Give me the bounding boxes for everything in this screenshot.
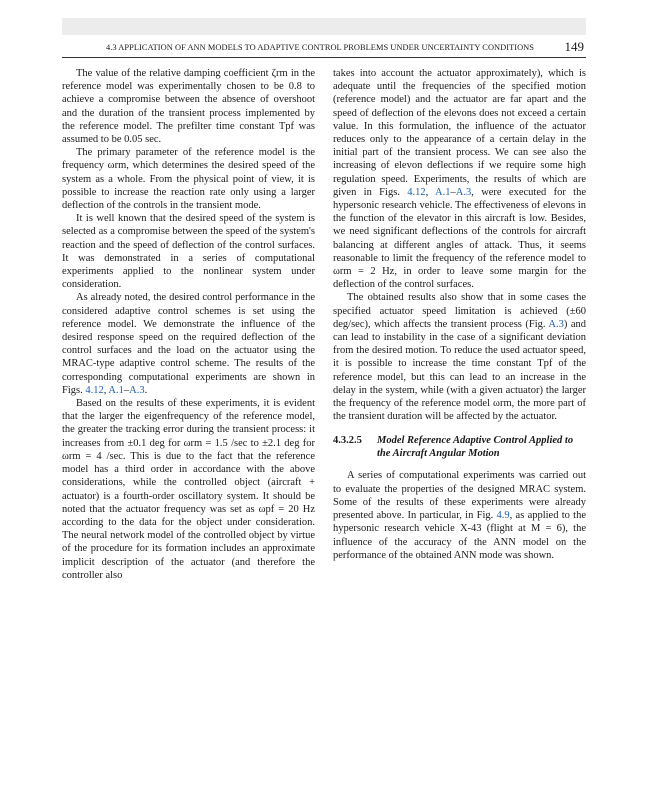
left-column	[62, 67, 315, 582]
paragraph: The value of the relative damping coefficient ζrm in the reference model was experimentally chosen to be 0.8 to achieve a compromise between the absence of overshoot and the duration of the transient process implemented by the reference model. The prefilter time constant Tpf was assumed to be 0.05 sec.	[62, 68, 315, 146]
figure-link[interactable]: A.3	[455, 186, 472, 198]
right-column	[333, 67, 586, 562]
figure-link[interactable]: A.1	[435, 186, 451, 198]
running-title: 4.3 APPLICATION OF ANN MODELS TO ADAPTIVE CONTROL PROBLEMS UNDER UNCERTAINTY CONDITIONS	[106, 43, 534, 52]
figure-link[interactable]: A.3	[129, 384, 145, 396]
paragraph: It is well known that the desired speed of the system is selected as a compromise between the speed of the system's reaction and the speed of deflection of the control surfaces. It was demonstrated in a series of computational experiments applied to the nonlinear system under consideration.	[62, 213, 315, 291]
figure-link[interactable]: 4.12	[85, 384, 104, 396]
paragraph: The obtained results also show that in some cases the specified actuator speed limitation is achieved (±60 deg/sec), which affects the transient process (Fig. A.3) and can lead to instability in the case of a significant deviation from the desired motion. To reduce the used actuator speed, it is possible to increase the time constant Tpf of the reference model, but this can lead to an increase in the delay in the system, while (with a given actuator) the larger the frequency of the reference model ωrm, the more part of the transient duration will be affected by the actuator.	[333, 292, 586, 423]
section-heading	[333, 434, 586, 460]
page-top-band	[62, 18, 586, 35]
page-number: 149	[564, 39, 584, 54]
running-header	[62, 39, 586, 58]
paragraph: Based on the results of these experiments, it is evident that the larger the eigenfrequency of the reference model, the greater the tracking error during the transient process: it increases from ±0.1 deg for ωrm = 1.5 /sec to ±2.1 deg for ωrm = 4 /sec. This is due to the fact that the reference model has a third order in accordance with the above considerations, while the controlled object (aircraft + actuator) is a fourth-order oscillatory system. It should be noted that the actuator frequency was set as ωpf = 20 Hz according to the data for the object under consideration. The neural network model of the controlled object by virtue of the procedure for its formation includes an approximate implicit description of the actuator (and therefore the controller also	[62, 398, 315, 581]
paragraph: A series of computational experiments was carried out to evaluate the properties of the designed MRAC system. Some of the results of these experiments were already presented above. In particular, in Fig. 4.9, as applied to the hypersonic research vehicle X-43 (flight at M = 6), the influence of the accuracy of the ANN model on the performance of the obtained ANN mode was shown.	[333, 470, 587, 561]
paragraph: takes into account the actuator approximately), which is adequate until the frequencies of the specified motion (reference model) and the actuator are far apart and the speed of deflection of the elevons does not exceed a certain value. In this formulation, the influence of the actuator reduces only to the appearance of a certain delay in the initial part of the transient process. We can see also the increasing of elevon deflections if we require some high regulation speed. Experiments, the results of which are given in Figs. 4.12, A.1–A.3, were executed for the hypersonic research vehicle. The effectiveness of elevons in the function of the elevator in this aircraft is low. Besides, we need significant deflections of the controls for aircraft balancing at different angles of attack. Thus, it seems reasonable to limit the frequency of the reference model to ωrm = 2 Hz, in order to leave some margin for the deflection of the control surfaces.	[333, 68, 587, 291]
figure-link[interactable]: A.1	[108, 384, 124, 396]
paragraph: The primary parameter of the reference model is the frequency ωrm, which determines the desired speed of the system as a whole. From the physical point of view, it is possible to increase the reaction rate only using a larger deflection of the controls in the transient mode.	[62, 147, 315, 212]
figure-link[interactable]: A.3	[548, 318, 564, 330]
figure-link[interactable]: 4.12	[407, 186, 426, 198]
paragraph: As already noted, the desired control performance in the considered adaptive control schemes is set using the reference model. We demonstrate the influence of the desired response speed on the required deflection of the control surfaces and the load on the actuator using the MRAC-type adaptive control scheme. The results of the corresponding computational experiments are shown in Figs. 4.12, A.1–A.3.	[62, 292, 315, 396]
section-number: 4.3.2.5	[333, 435, 362, 447]
section-title: Model Reference Adaptive Control Applied to the Aircraft Angular Motion	[377, 435, 574, 460]
figure-link[interactable]: 4.9	[496, 510, 510, 522]
